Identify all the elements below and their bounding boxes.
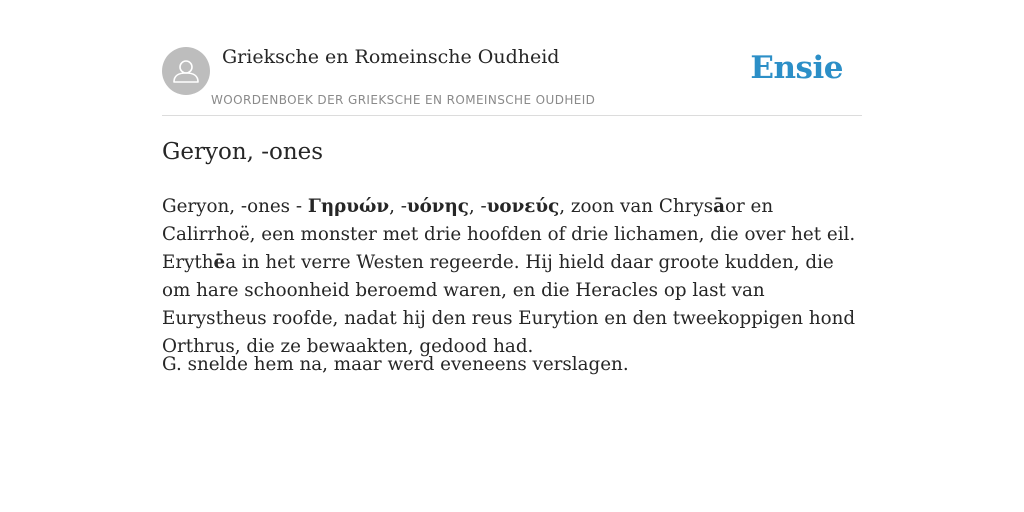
macron-letter: ā <box>713 196 725 217</box>
greek-term: υονεύς <box>486 196 560 217</box>
entry-text: , zoon van Chrys <box>559 196 714 217</box>
entry-text: Geryon, -ones - <box>162 196 308 217</box>
page-container <box>162 0 862 375</box>
greek-term: Γηρυών <box>307 196 390 217</box>
user-silhouette-icon <box>162 47 210 95</box>
entry-paragraph-2: G. snelde hem na, maar werd eveneens verslagen. <box>162 354 629 375</box>
ensie-logo[interactable]: Ensie <box>750 50 843 86</box>
header <box>162 0 862 116</box>
entry-text: a in het verre Westen regeerde. Hij hield daar groote kudden, die om hare schoonheid beroemd waren, en die Heracles op last van Eurystheus roofde, nadat hij den reus Eurytion en den tweekoppigen hond Orthrus, die ze bewaakten, gedood had. <box>162 252 856 357</box>
entry-paragraph <box>162 193 862 361</box>
greek-term: υόνης <box>406 196 469 217</box>
entry-text: , - <box>389 196 407 217</box>
entry-title: Geryon, -ones <box>162 139 324 165</box>
entry-text: , - <box>468 196 487 217</box>
entry-text: or en Calirrhoë, een monster met drie hoofden of drie lichamen, die over het eil. Eryth <box>162 196 856 273</box>
book-subtitle[interactable]: WOORDENBOEK DER GRIEKSCHE EN ROMEINSCHE OUDHEID <box>211 93 596 107</box>
user-avatar-icon[interactable] <box>162 47 210 95</box>
book-title[interactable]: Grieksche en Romeinsche Oudheid <box>222 46 560 68</box>
macron-letter: ē <box>213 252 226 273</box>
